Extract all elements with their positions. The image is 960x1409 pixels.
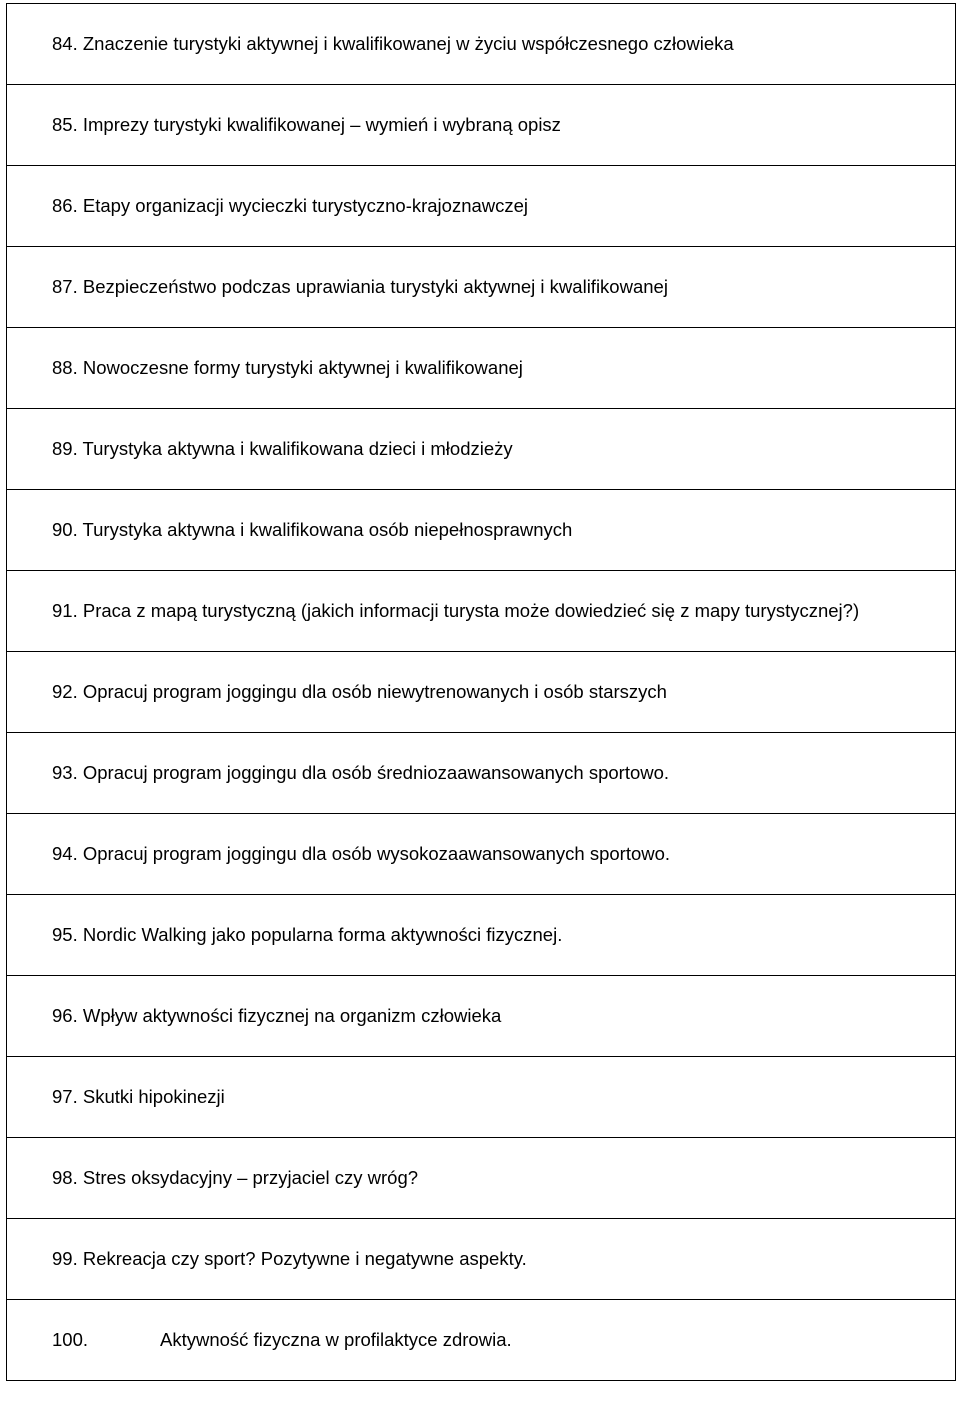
topic-cell [7,652,956,733]
table-row [7,895,956,976]
topic-text: Turystyka aktywna i kwalifikowana osób niepełnosprawnych [82,519,573,540]
topic-text: Stres oksydacyjny – przyjaciel czy wróg? [82,1167,419,1188]
topic-number: 94. [52,843,78,864]
topic-text: Aktywność fizyczna w profilaktyce zdrowia. [160,1329,512,1350]
table-row [7,85,956,166]
topic-cell [7,1219,956,1300]
topic-cell [7,328,956,409]
table-row [7,733,956,814]
topic-cell [7,1300,956,1381]
topic-number: 85. [52,114,78,135]
topic-text: Znaczenie turystyki aktywnej i kwalifikowanej w życiu współczesnego człowieka [82,33,734,54]
table-row [7,490,956,571]
topic-cell [7,490,956,571]
topic-text: Bezpieczeństwo podczas uprawiania turystyki aktywnej i kwalifikowanej [82,276,668,297]
topic-cell [7,895,956,976]
topic-text: Etapy organizacji wycieczki turystyczno-krajoznawczej [82,195,529,216]
topic-cell [7,247,956,328]
topic-number: 97. [52,1086,78,1107]
table-row [7,976,956,1057]
topic-cell [7,85,956,166]
table-row [7,247,956,328]
topic-number: 100. [52,1329,89,1350]
table-row [7,328,956,409]
table-row [7,409,956,490]
topic-number: 96. [52,1005,78,1026]
table-row [7,652,956,733]
topic-text: Skutki hipokinezji [82,1086,225,1107]
topic-cell [7,4,956,85]
topic-number: 90. [52,519,78,540]
topic-cell [7,166,956,247]
topic-number: 93. [52,762,78,783]
topic-number: 99. [52,1248,78,1269]
table-row [7,1138,956,1219]
table-row [7,4,956,85]
topic-text: Nordic Walking jako popularna forma aktywności fizycznej. [82,924,563,945]
topic-cell [7,409,956,490]
table-row [7,1300,956,1381]
topic-number: 92. [52,681,78,702]
topic-text: Opracuj program joggingu dla osób niewytrenowanych i osób starszych [82,681,667,702]
topic-number: 84. [52,33,78,54]
topic-text: Imprezy turystyki kwalifikowanej – wymień i wybraną opisz [82,114,561,135]
topic-cell [7,1057,956,1138]
table-row [7,166,956,247]
table-row [7,1219,956,1300]
topic-number: 95. [52,924,78,945]
topic-text: Wpływ aktywności fizycznej na organizm człowieka [82,1005,502,1026]
topic-number: 87. [52,276,78,297]
topic-text: Turystyka aktywna i kwalifikowana dzieci i młodzieży [82,438,513,459]
topic-text: Opracuj program joggingu dla osób wysokozaawansowanych sportowo. [82,843,671,864]
topic-text: Opracuj program joggingu dla osób średniozaawansowanych sportowo. [82,762,670,783]
topic-text: Praca z mapą turystyczną (jakich informacji turysta może dowiedzieć się z mapy turystycznej?) [82,600,860,621]
topic-cell [7,976,956,1057]
table-row [7,1057,956,1138]
topic-cell [7,571,956,652]
topic-cell [7,733,956,814]
topic-cell [7,814,956,895]
topics-table [6,3,956,1381]
topic-number: 89. [52,438,78,459]
topic-text: Rekreacja czy sport? Pozytywne i negatywne aspekty. [82,1248,527,1269]
table-row [7,571,956,652]
topic-text: Nowoczesne formy turystyki aktywnej i kwalifikowanej [82,357,523,378]
topic-cell [7,1138,956,1219]
topic-number: 98. [52,1167,78,1188]
topic-number: 88. [52,357,78,378]
topic-number: 91. [52,600,78,621]
topic-number: 86. [52,195,78,216]
table-row [7,814,956,895]
